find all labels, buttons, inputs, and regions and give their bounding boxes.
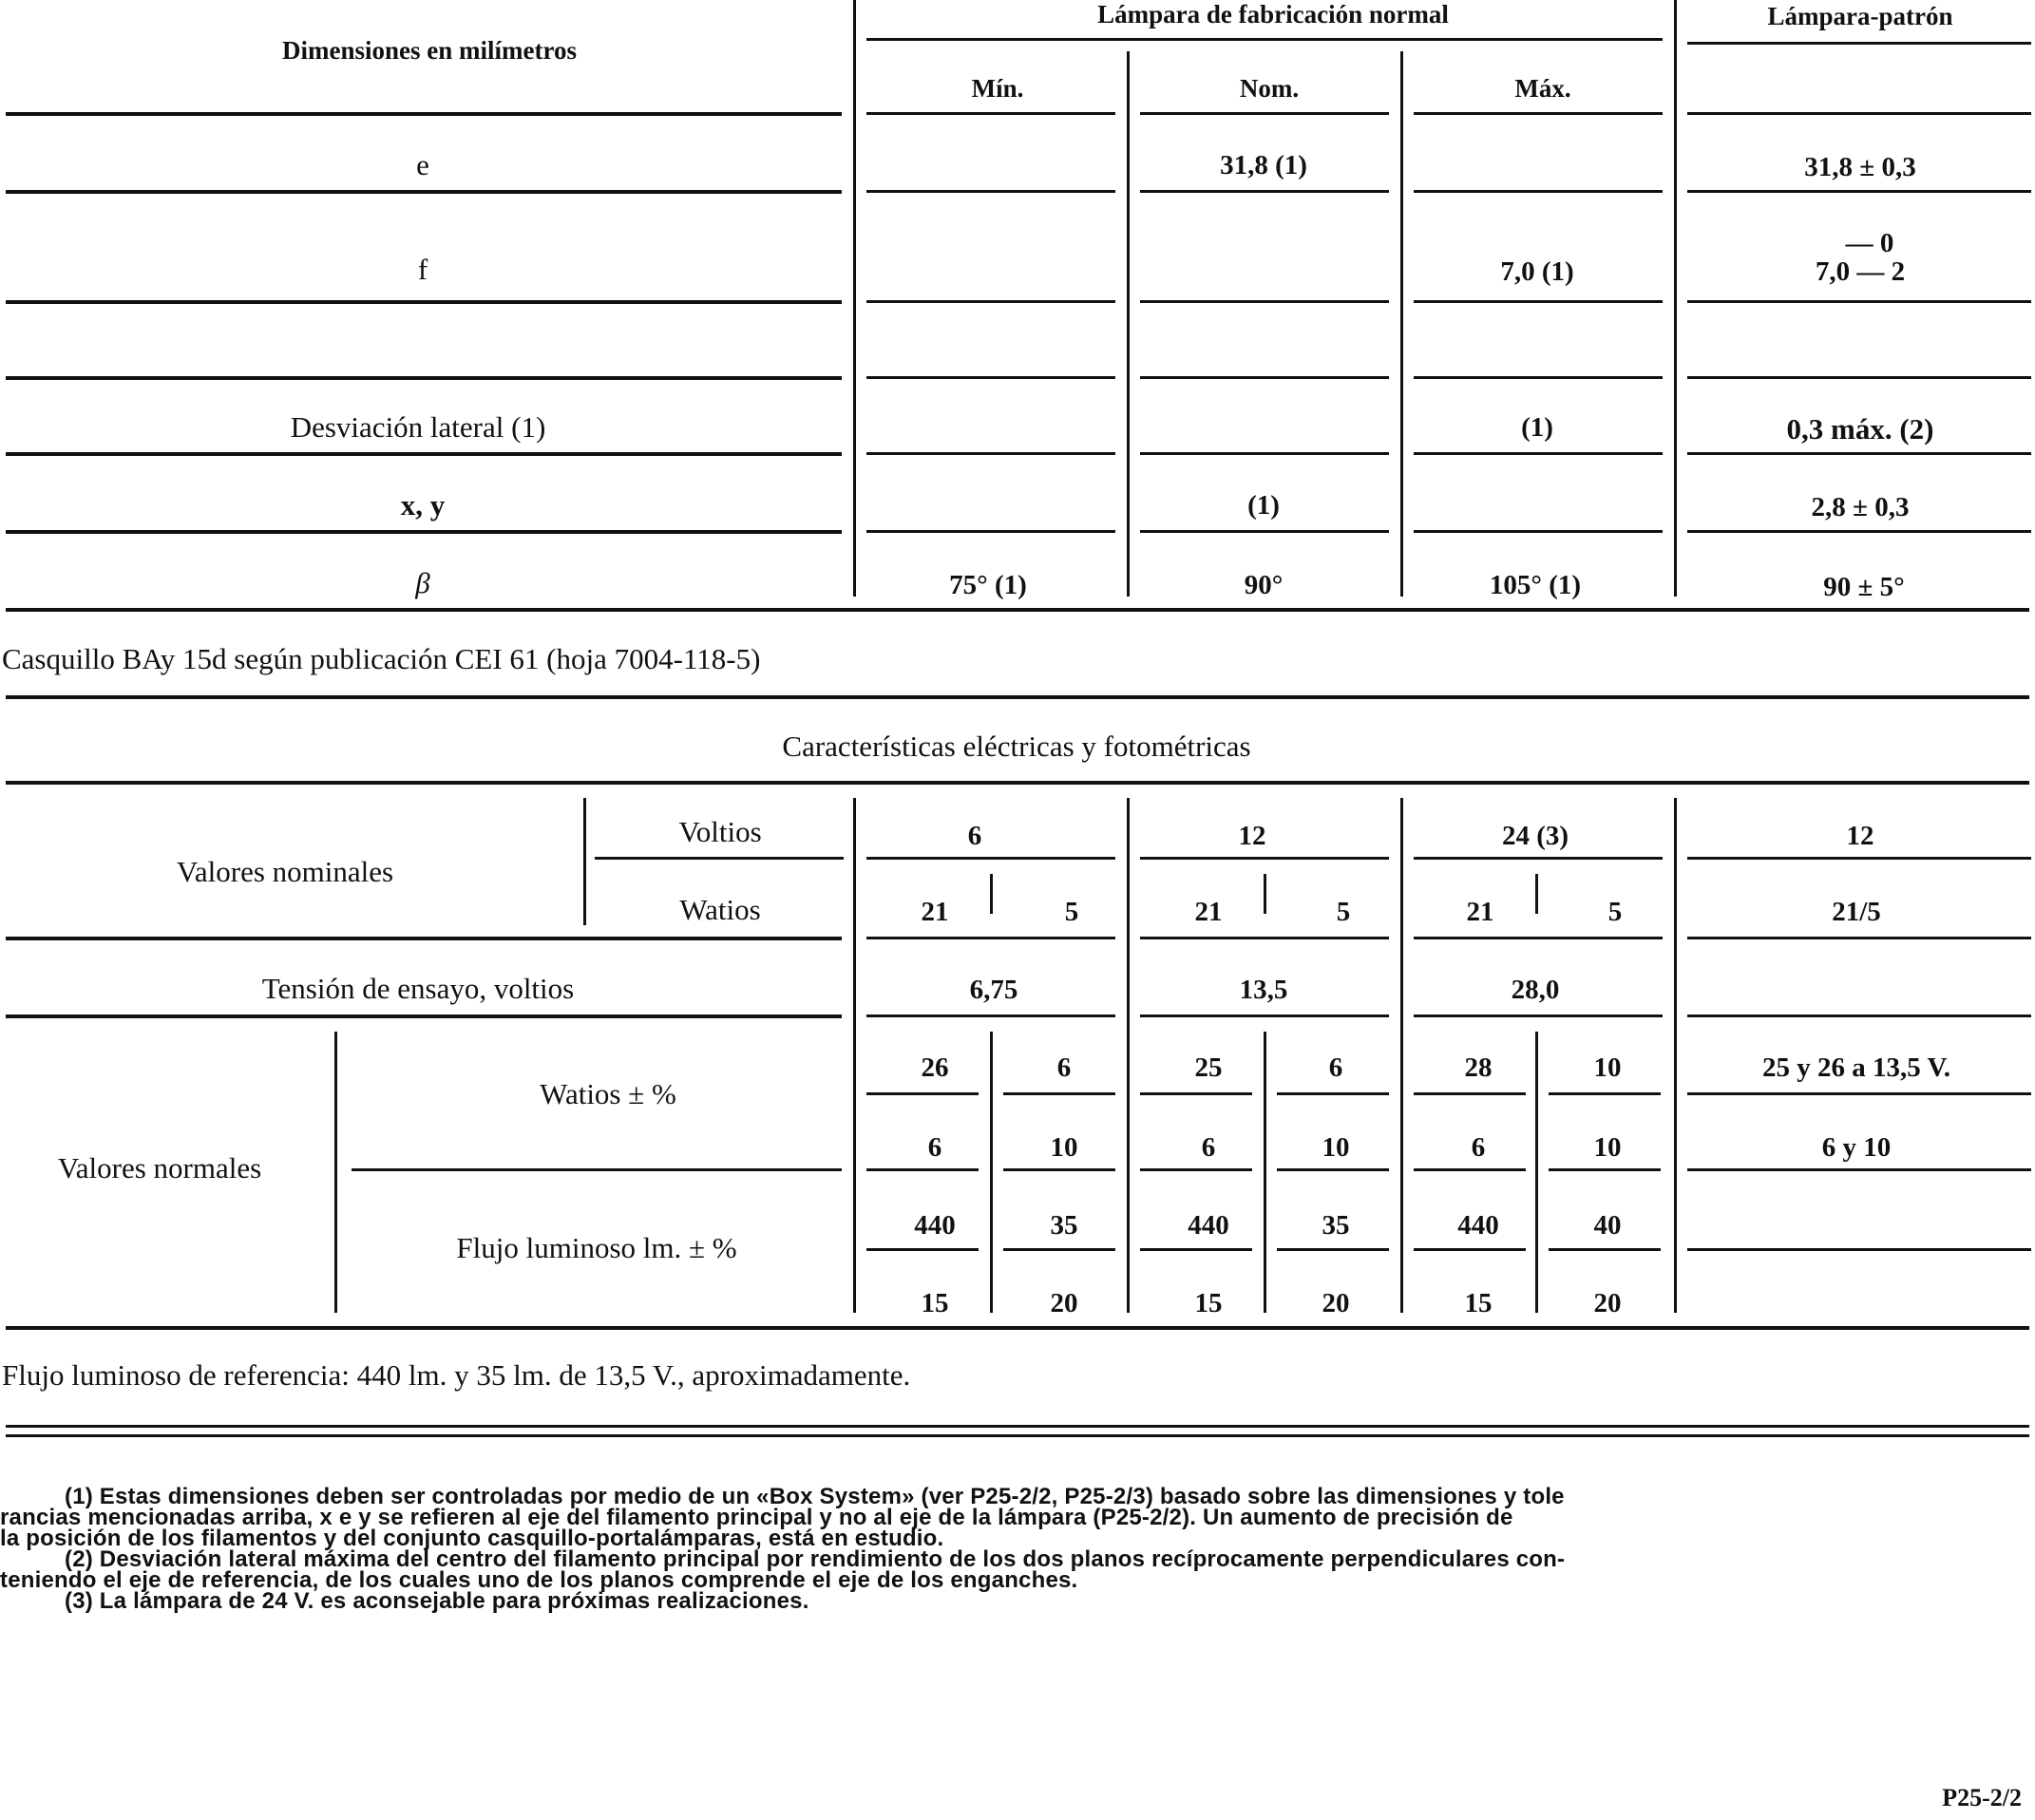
rule [6,530,842,534]
rule [6,452,842,456]
rule [1414,112,1663,115]
watts-patron: 6 y 10 [1821,1132,1892,1163]
v-divider [990,1032,993,1313]
rule [1140,112,1389,115]
watts-cell: 21/5 [1832,897,1881,927]
rule [1140,1092,1252,1095]
rule [866,452,1115,455]
row-label: Desviación lateral (1) [290,410,546,444]
cell: 7,0 — 2 [1815,256,1906,287]
rule [1687,112,2031,115]
v-divider [1535,874,1538,914]
rule [6,1425,2029,1428]
v-divider [990,874,993,914]
rule [1414,190,1663,193]
footnote-3: (3) La lámpara de 24 V. es aconsejable para próximas realizaciones. [65,1588,809,1614]
footnote-1-cont: la posición de los filamentos y del conjunto casquillo-portalámparas, está en estudio. [0,1526,944,1551]
rule [1687,376,2031,379]
rule [1140,530,1389,533]
footnote-2: (2) Desviación lateral máxima del centro del filamento principal por rendimiento de los dos planos recíprocamente perpendiculares con- [65,1546,1566,1572]
flux-tolerance-cell: 440 [1457,1210,1499,1241]
watts-cell: 21 [1194,897,1223,927]
rule [1140,190,1389,193]
volts-cell: 6 [967,821,982,851]
rule [866,857,1115,860]
v-divider [1400,798,1403,1313]
watts-cell: 21 [1466,897,1494,927]
casquillo-note: Casquillo BAy 15d según publicación CEI 61 (hoja 7004-118-5) [2,642,761,675]
rule [866,1014,1115,1017]
rule [866,1092,979,1095]
watts-tolerance-cell: 6 [1056,1052,1072,1083]
row-label: f [417,253,428,286]
footnote-1: (1) Estas dimensiones deben ser controladas por medio de un «Box System» (ver P25-2/2, P25-2/3) basado sobre las dimensiones y tole [65,1484,1565,1509]
reference-flux: Flujo luminoso de referencia: 440 lm. y 35 lm. de 13,5 V., aproximadamente. [2,1358,911,1392]
rule [6,1434,2029,1437]
v-divider [334,1032,337,1313]
rule [6,937,842,940]
cell: (1) [1247,490,1280,521]
page-number: P25-2/2 [1942,1784,2022,1811]
label-valores-normales: Valores normales [57,1151,262,1185]
watts-tolerance-cell: 10 [1050,1132,1078,1163]
rule [1140,1014,1389,1017]
flux-tolerance-cell: 35 [1050,1210,1078,1241]
rule [1414,530,1663,533]
watts-tolerance-cell: 6 [927,1132,942,1163]
row-label: e [416,148,429,181]
row-label: β [415,566,430,599]
header-normal-lamp: Lámpara de fabricación normal [1097,0,1449,28]
rule [1140,452,1389,455]
rule [6,695,2029,699]
cell: (1) [1521,412,1553,443]
rule [6,1014,842,1018]
rule [1140,300,1389,303]
label-voltios: Voltios [678,815,762,848]
tension-cell: 6,75 [969,975,1018,1005]
rule [1549,1168,1661,1171]
rule [595,857,844,860]
cell: 90 ± 5° [1823,572,1905,602]
rule [1687,1092,2031,1095]
rule [1414,452,1663,455]
watts-tolerance-cell: 28 [1464,1052,1493,1083]
cell: 2,8 ± 0,3 [1811,492,1910,522]
flux-tolerance-cell: 440 [1188,1210,1229,1241]
v-divider [1674,0,1677,597]
rule [866,190,1115,193]
v-divider [583,798,586,925]
rule [1687,1248,2031,1251]
rule [1414,1168,1526,1171]
cell: 75° (1) [949,570,1027,600]
tension-cell: 28,0 [1511,975,1560,1005]
watts-tolerance-cell: 26 [921,1052,949,1083]
rule [1687,530,2031,533]
label-watios-pct: Watios ± % [540,1077,676,1110]
rule [1687,1014,2031,1017]
label-valores-nominales: Valores nominales [176,855,394,888]
rule [1687,42,2031,45]
v-divider [1264,874,1266,914]
col-min: Mín. [971,74,1024,103]
flux-tolerance-cell: 35 [1322,1210,1350,1241]
rule [1687,190,2031,193]
rule [352,1168,842,1171]
rule [866,376,1115,379]
rule [6,190,842,194]
rule [866,1248,979,1251]
cell: 31,8 ± 0,3 [1804,152,1916,182]
flux-tolerance-cell: 20 [1322,1288,1350,1318]
v-divider [1264,1032,1266,1313]
rule [1549,1248,1661,1251]
label-flujo-pct: Flujo luminoso lm. ± % [456,1231,737,1264]
watts-tolerance-cell: 25 [1194,1052,1223,1083]
rule [1414,1092,1526,1095]
rule [1687,937,2031,939]
rule [1140,1168,1252,1171]
rule [1140,376,1389,379]
flux-tolerance-cell: 20 [1050,1288,1078,1318]
rule [1414,300,1663,303]
watts-cell: 5 [1336,897,1351,927]
footnote-2-cont: teniendo el eje de referencia, de los cuales uno de los planos comprende el eje de los enganches. [0,1567,1078,1593]
flux-tolerance-cell: 40 [1593,1210,1622,1241]
rule [866,530,1115,533]
rule [866,937,1115,939]
tension-cell: 13,5 [1239,975,1288,1005]
rule [6,300,842,304]
watts-tolerance-cell: 6 [1201,1132,1216,1163]
v-divider [1127,798,1130,1313]
rule [6,608,2029,612]
v-divider [853,0,856,597]
v-divider [1400,51,1403,597]
rule [1003,1248,1115,1251]
rule [866,1168,979,1171]
rule [1687,1168,2031,1171]
rule [6,376,842,380]
rule [866,300,1115,303]
rule [6,1326,2029,1330]
watts-tolerance-cell: 6 [1471,1132,1486,1163]
col-max: Máx. [1514,74,1571,103]
rule [1140,937,1389,939]
rule [1003,1092,1115,1095]
cell: 105° (1) [1489,570,1582,600]
v-divider [853,798,856,1313]
watts-cell: 5 [1064,897,1079,927]
flux-tolerance-cell: 440 [914,1210,956,1241]
header-dimensions: Dimensiones en milímetros [282,36,577,65]
rule [1687,452,2031,455]
v-divider [1674,798,1677,1313]
rule [1277,1092,1389,1095]
v-divider [1535,1032,1538,1313]
watts-tolerance-cell: 10 [1593,1052,1622,1083]
header-standard-lamp: Lámpara-patrón [1767,2,1953,30]
table-title: Características eléctricas y fotométricas [782,730,1251,763]
rule [1140,1248,1252,1251]
rule [1414,937,1663,939]
rule [1277,1248,1389,1251]
rule [1414,857,1663,860]
cell: 90° [1244,570,1284,600]
cell: 7,0 (1) [1500,256,1574,287]
cell: — 0 [1845,228,1894,258]
label-watios: Watios [679,893,761,926]
v-divider [1127,51,1130,597]
rule [1277,1168,1389,1171]
volts-cell: 24 (3) [1501,821,1569,851]
flux-tolerance-cell: 15 [1194,1288,1223,1318]
cell: 31,8 (1) [1220,150,1307,180]
watts-cell: 5 [1607,897,1623,927]
flux-tolerance-cell: 15 [921,1288,949,1318]
row-label: x, y [400,488,446,521]
rule [6,781,2029,785]
watts-tolerance-cell: 6 [1328,1052,1343,1083]
rule [6,112,842,116]
rule [1414,1014,1663,1017]
flux-tolerance-cell: 20 [1593,1288,1622,1318]
rule [1003,1168,1115,1171]
rule [1687,300,2031,303]
watts-patron: 25 y 26 a 13,5 V. [1762,1052,1950,1083]
rule [866,112,1115,115]
rule [1414,376,1663,379]
rule [1414,1248,1526,1251]
rule [1549,1092,1661,1095]
rule [1140,857,1389,860]
rule [866,38,1663,41]
watts-tolerance-cell: 10 [1593,1132,1622,1163]
footnote-1-cont: rancias mencionadas arriba, x e y se refieren al eje del filamento principal y no al eje de la lámpara (P25-2/2). Un aumento de precisión de [0,1505,1513,1530]
watts-tolerance-cell: 10 [1322,1132,1350,1163]
col-nom: Nom. [1239,74,1300,103]
volts-cell: 12 [1238,821,1266,851]
watts-cell: 21 [921,897,949,927]
label-tension: Tensión de ensayo, voltios [261,972,575,1005]
volts-cell: 12 [1846,821,1874,851]
flux-tolerance-cell: 15 [1464,1288,1493,1318]
rule [1687,857,2031,860]
cell: 0,3 máx. (2) [1786,412,1934,446]
